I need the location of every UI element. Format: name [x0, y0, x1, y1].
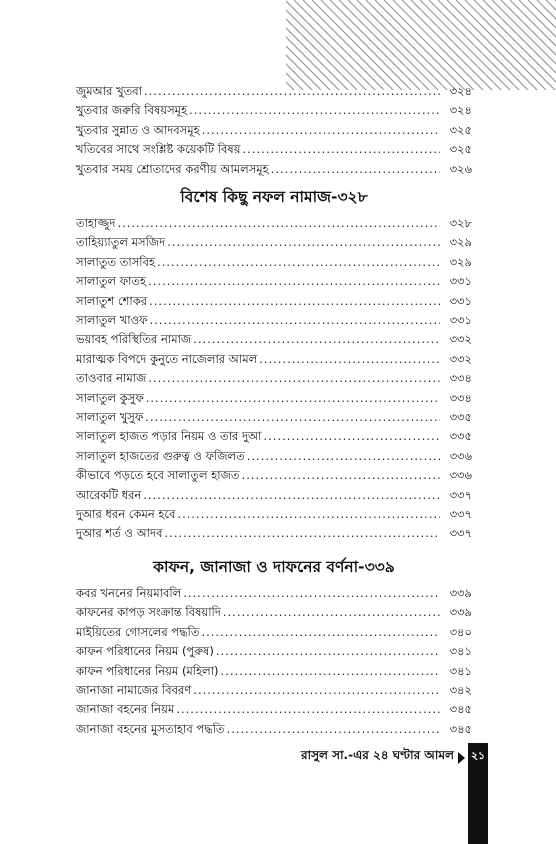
toc-entry-title: দুআর ধরন কেমন হবে — [76, 507, 176, 521]
triangle-right-icon — [458, 752, 465, 764]
dot-leader — [223, 603, 440, 621]
dot-leader — [145, 408, 440, 426]
toc-entry-page: ৩২৫ — [449, 142, 472, 157]
toc-row — [76, 292, 472, 310]
toc-entry-page: ৩৪২ — [449, 683, 472, 697]
toc-row — [76, 330, 472, 348]
toc-entry-title: সালাতুশ শোকর — [76, 293, 148, 308]
toc-row — [76, 233, 472, 251]
dot-leader — [247, 447, 440, 465]
toc-row — [76, 350, 472, 368]
toc-entry-title: খুতবার সময় শ্রোতাদের করণীয় আমলসমূহ — [76, 161, 269, 176]
toc-entry-page: ৩৩৭ — [449, 507, 472, 521]
toc-row — [76, 160, 472, 178]
toc-entry-page: ৩৪১ — [449, 663, 472, 678]
dot-leader — [201, 623, 440, 641]
dot-leader — [167, 233, 440, 251]
toc-entry-title: জানাজা নামাজের বিবরণ — [76, 683, 192, 697]
toc-entry-page: ৩২৯ — [449, 254, 472, 269]
toc-entry-title: কবর খননের নিয়মাবলি — [76, 586, 182, 600]
dot-leader — [143, 486, 440, 504]
toc-row — [76, 272, 472, 290]
toc-row — [76, 369, 472, 387]
toc-entry-title: সালাতুল হাজত পড়ার নিয়ম ও তার দুআ — [76, 429, 262, 444]
toc-entry-page: ৩২৫ — [449, 122, 472, 137]
dot-leader — [183, 584, 440, 602]
toc-entry-title: কাফন পরিধানের নিয়ম (মহিলা) — [76, 663, 219, 678]
dot-leader — [242, 466, 440, 484]
toc-entry-title: সালাতুত তাসবিহ — [76, 254, 156, 269]
toc-entry-page: ৩৩৫ — [449, 410, 472, 424]
toc-entry-page: ৩৩১ — [449, 274, 472, 289]
toc-entry-title: খুতবার জরুরি বিষয়সমূহ — [76, 103, 188, 118]
toc-entry-page: ৩৩৯ — [449, 586, 472, 600]
toc-entry-title: তাহাজ্জুদ — [76, 216, 116, 230]
diagonal-stripes-decoration — [286, 0, 556, 90]
toc-row — [76, 466, 472, 484]
toc-row — [76, 121, 472, 139]
dot-leader — [149, 311, 440, 329]
dot-leader — [263, 427, 440, 445]
toc-row — [76, 505, 472, 523]
toc-entry-page: ৩৪১ — [449, 644, 472, 659]
toc-row — [76, 311, 472, 329]
dot-leader — [144, 82, 440, 100]
toc-entry-page: ৩৩৯ — [449, 605, 472, 620]
toc-row — [76, 681, 472, 699]
dot-leader — [221, 662, 440, 680]
dot-leader — [146, 389, 440, 407]
toc-row — [76, 584, 472, 602]
toc-row — [76, 82, 472, 100]
section-heading: কাফন, জানাজা ও দাফনের বর্ণনা-৩৩৯ — [153, 558, 395, 576]
toc-entry-page: ৩৩২ — [449, 351, 472, 366]
toc-entry-page: ৩৩৭ — [449, 487, 472, 502]
toc-row — [76, 486, 472, 504]
toc-entry-page: ৩৪৫ — [449, 702, 472, 717]
toc-entry-page: ৩৪৫ — [449, 721, 472, 736]
book-title: রাসুল সা.-এর ২৪ ঘণ্টার আমল — [301, 748, 454, 762]
toc-entry-page: ৩৩৪ — [449, 371, 472, 386]
toc-entry-page: ৩২৯ — [449, 235, 472, 250]
toc-entry-title: সালাতুল খুসুফ — [76, 410, 144, 424]
dot-leader — [271, 160, 440, 178]
toc-entry-title: জানাজা বহনের নিয়ম — [76, 702, 175, 717]
dot-leader — [243, 140, 440, 158]
dot-leader — [157, 253, 440, 271]
toc-row — [76, 603, 472, 621]
toc-entry-title: আরেকটি ধরন — [76, 487, 142, 502]
toc-entry-page: ৩২৪ — [449, 103, 472, 118]
toc-entry-title: কীভাবে পড়তে হবে সালাতুল হাজত — [76, 468, 240, 483]
toc-entry-title: খতিবের সাথে সংশ্লিষ্ট কয়েকটি বিষয় — [76, 142, 241, 157]
toc-entry-title: মাইয়িতের গোসলের পদ্ধতি — [76, 624, 200, 639]
dot-leader — [149, 292, 440, 310]
toc-entry-page: ৩২৬ — [449, 161, 472, 176]
toc-entry-title: দুআর শর্ত ও আদব — [76, 526, 163, 541]
dot-leader — [193, 681, 440, 699]
toc-row — [76, 524, 472, 542]
toc-row — [76, 700, 472, 718]
toc-entry-page: ৩৩৫ — [449, 429, 472, 444]
dot-leader — [216, 642, 440, 660]
toc-entry-title: তাওবার নামাজ — [76, 371, 147, 386]
toc-row — [76, 623, 472, 641]
section-heading: বিশেষ কিছু নফল নামাজ-৩২৮ — [180, 188, 368, 206]
toc-row — [76, 642, 472, 660]
dot-leader — [176, 700, 440, 718]
toc-entry-title: জানাজা বহনের মুসতাহাব পদ্ধতি — [76, 721, 225, 736]
toc-row — [76, 101, 472, 119]
toc-entry-page: ৩৩২ — [449, 332, 472, 347]
toc-row — [76, 447, 472, 465]
toc-entry-title: খুতবার সুন্নাত ও আদবসমূহ — [76, 122, 200, 137]
toc-entry-title: কাফন পরিধানের নিয়ম (পুরুষ) — [76, 644, 214, 659]
toc-entry-page: ৩৩৪ — [449, 390, 472, 405]
dot-leader — [117, 214, 440, 232]
toc-row — [76, 389, 472, 407]
dot-leader — [177, 505, 440, 523]
page-number: ২১ — [470, 749, 486, 762]
dot-leader — [202, 121, 440, 139]
toc-entry-title: সালাতুল হাজতের গুরুত্ব ও ফজিলত — [76, 448, 245, 463]
toc-entry-page: ৩৩১ — [449, 313, 472, 327]
toc-entry-page: ৩৪০ — [449, 624, 472, 639]
toc-row — [76, 214, 472, 232]
toc-row — [76, 427, 472, 445]
toc-row — [76, 720, 472, 738]
toc-row — [76, 408, 472, 426]
toc-entry-title: তাহিয়্যাতুল মসজিদ — [76, 235, 166, 250]
dot-leader — [148, 369, 440, 387]
dot-leader — [165, 524, 440, 542]
toc-entry-title: সালাতুল ফাতহ — [76, 274, 147, 289]
dot-leader — [227, 720, 440, 738]
dot-leader — [189, 101, 440, 119]
dot-leader — [193, 330, 440, 348]
toc-entry-title: সালাতুল কুসুফ — [76, 390, 144, 405]
dot-leader — [259, 350, 440, 368]
toc-entry-title: কাফনের কাপড় সংক্রান্ত বিষয়াদি — [76, 605, 221, 620]
toc-entry-page: ৩৩৬ — [449, 468, 472, 483]
toc-entry-title: জুমআর খুতবা — [76, 84, 142, 98]
toc-entry-page: ৩২৮ — [449, 216, 472, 230]
toc-entry-title: ভয়াবহ পরিস্থিতির নামাজ — [76, 332, 192, 347]
dot-leader — [148, 272, 440, 290]
toc-row — [76, 140, 472, 158]
toc-entry-page: ৩২৪ — [449, 84, 472, 98]
toc-entry-title: মারাত্মক বিপদে কুনুতে নাজেলার আমল — [76, 351, 258, 366]
toc-entry-page: ৩৩৭ — [449, 526, 472, 541]
toc-entry-title: সালাতুল খাওফ — [76, 313, 148, 327]
toc-row — [76, 662, 472, 680]
toc-entry-page: ৩৩১ — [449, 293, 472, 308]
toc-entry-page: ৩৩৬ — [449, 448, 472, 463]
toc-row — [76, 253, 472, 271]
